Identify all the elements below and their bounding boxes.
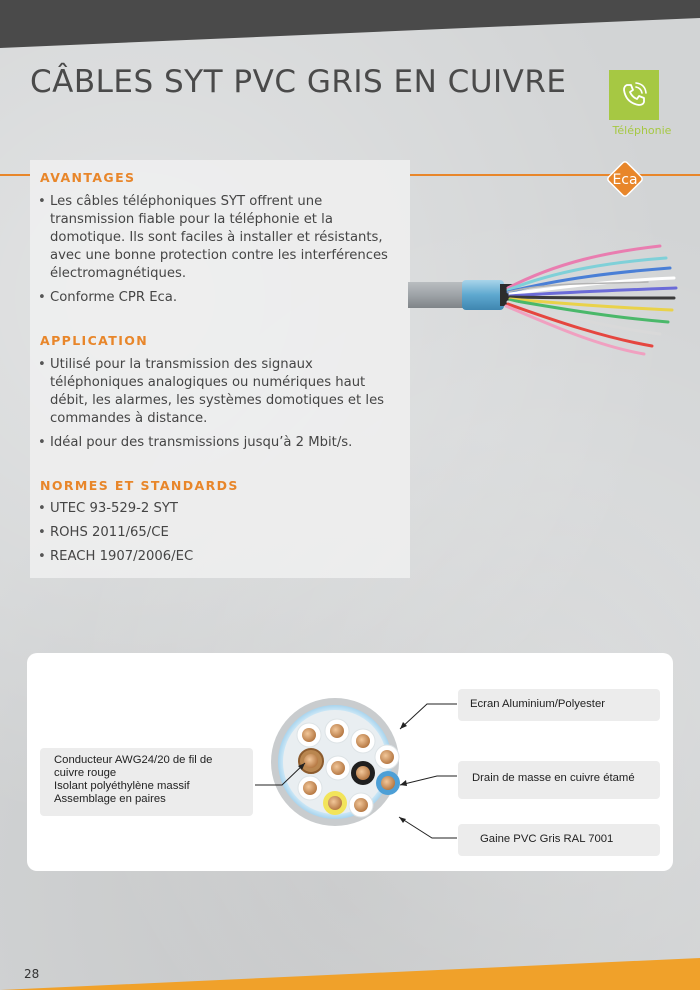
- page-title: CÂBLES SYT PVC GRIS EN CUIVRE: [30, 64, 567, 100]
- telephone-category-badge: [609, 70, 659, 120]
- normes-list: [38, 500, 400, 572]
- category-label: Téléphonie: [612, 124, 672, 137]
- eco-cpr-badge: [604, 158, 646, 200]
- conductor-label-line: cuivre rouge: [54, 767, 117, 779]
- insulation-label-line: Isolant polyéthylène massif: [54, 780, 190, 792]
- divider-line-right: [410, 174, 700, 176]
- list-item: • Idéal pour des transmissions jusqu’à 2 Mbit/s.: [38, 434, 400, 452]
- list-item: • Utilisé pour la transmission des signaux téléphoniques analogiques ou numériques haut débit, les alarmes, les systèmes domotiques et les commandes à distance.: [38, 356, 400, 428]
- section-heading-avantages: AVANTAGES: [40, 170, 136, 185]
- eco-badge-text: Eca: [612, 172, 638, 188]
- jacket-label: Gaine PVC Gris RAL 7001: [480, 833, 614, 845]
- conductor-label-line: Conducteur AWG24/20 de fil de: [54, 754, 213, 766]
- list-item: • UTEC 93-529-2 SYT: [38, 500, 400, 518]
- list-item: • Les câbles téléphoniques SYT offrent une transmission fiable pour la téléphonie et la domotique. Ils sont faciles à installer et résistants, avec une bonne protection contre les interférences électromagnétiques.: [38, 193, 400, 283]
- list-item: • REACH 1907/2006/EC: [38, 548, 400, 566]
- jacket-label-box: [458, 824, 660, 856]
- divider-line-left: [0, 174, 30, 176]
- shield-label-box: [458, 689, 660, 721]
- avantages-list: [38, 193, 400, 313]
- section-heading-normes: NORMES ET STANDARDS: [40, 478, 239, 493]
- drain-label: Drain de masse en cuivre étamé: [472, 772, 635, 784]
- conductor-label-box: [40, 748, 253, 816]
- list-item: • Conforme CPR Eca.: [38, 289, 400, 307]
- drain-label-box: [458, 761, 660, 799]
- application-list: [38, 356, 400, 458]
- phone-icon: [618, 79, 650, 111]
- page-number: 28: [24, 967, 40, 981]
- section-heading-application: APPLICATION: [40, 333, 149, 348]
- cable-cross-section-card: [27, 653, 673, 871]
- assembly-label-line: Assemblage en paires: [54, 793, 166, 805]
- shield-label: Ecran Aluminium/Polyester: [470, 698, 605, 710]
- list-item: • ROHS 2011/65/CE: [38, 524, 400, 542]
- cable-product-image: [408, 222, 700, 362]
